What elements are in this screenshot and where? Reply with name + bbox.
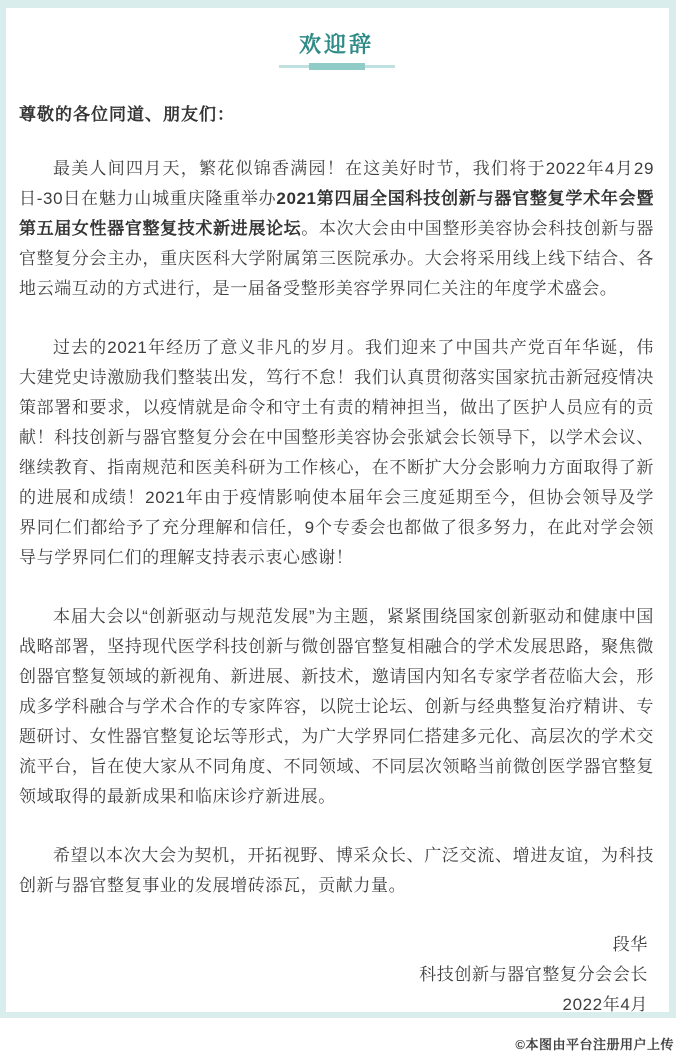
signature-name: 段华 (612, 935, 648, 954)
underline-thick-bar (309, 63, 365, 70)
paragraph-2: 过去的2021年经历了意义非凡的岁月。我们迎来了中国共产党百年华诞，伟大建党史诗激励我们整装出发，笃行不怠！我们认真贯彻落实国家抗击新冠疫情决策部署和要求，以疫情就是命令和守土有责的精神担当，做出了医护人员应有的贡献！科技创新与器官整复分会在中国整形美容协会张斌会长领导下，以学术会议、继续教育、指南规范和医美科研为工作核心，在不断扩大分会影响力方面取得了新的进展和成绩！2021年由于疫情影响使本届年会三度延期至今，但协会领导及学界同仁们都给予了充分理解和信任，9个专委会也都做了很多努力，在此对学会领导与学界同仁们的理解支持表示衷心感谢！ (19, 338, 654, 567)
signature-date: 2022年4月 (562, 995, 648, 1014)
paragraph-1 (19, 154, 654, 304)
paragraph-1-rest: 。本次大会由中国整形美容协会科技创新与器官整复分会主办，重庆医科大学附属第三医院承办。大会将采用线上线下结合、各地云端互动的方式进行，是一届备受整形美容学界同仁关注的年度学术盛会。 (19, 219, 655, 298)
signature-block (19, 930, 654, 1018)
paragraph-1-lead: 最美人间四月天，繁花似锦香满园！在这美好时节，我们将于2022年4月29日-30日在魅力山城重庆隆重举办 (19, 159, 654, 208)
conference-name-bold: 2021第四届全国科技创新与器官整复学术年会暨第五届女性器官整复技术新进展论坛 (19, 189, 655, 238)
salutation: 尊敬的各位同道、朋友们： (19, 105, 235, 124)
platform-upload-watermark: ©本图由平台注册用户上传 (515, 1037, 674, 1052)
paragraph-4: 希望以本次大会为契机，开拓视野、博采众长、广泛交流、增进友谊，为科技创新与器官整复事业的发展增砖添瓦，贡献力量。 (19, 846, 654, 895)
page-title: 欢迎辞 (298, 32, 374, 57)
title-block (19, 28, 654, 70)
signature-role: 科技创新与器官整复分会会长 (419, 965, 648, 984)
paragraph-3: 本届大会以“创新驱动与规范发展”为主题，紧紧围绕国家创新驱动和健康中国战略部署，坚持现代医学科技创新与微创器官整复相融合的学术发展思路，聚焦微创器官整复领域的新视角、新进展、新技术，邀请国内知名专家学者莅临大会，形成多学科融合与学术合作的专家阵容，以院士论坛、创新与经典整复治疗精讲、专题研讨、女性器官整复论坛等形式，为广大学界同仁搭建多元化、高层次的学术交流平台，旨在使大家从不同角度、不同领域、不同层次领略当前微创医学器官整复领域取得的最新成果和临床诊疗新进展。 (19, 607, 654, 806)
title-underline-decoration (279, 62, 395, 70)
